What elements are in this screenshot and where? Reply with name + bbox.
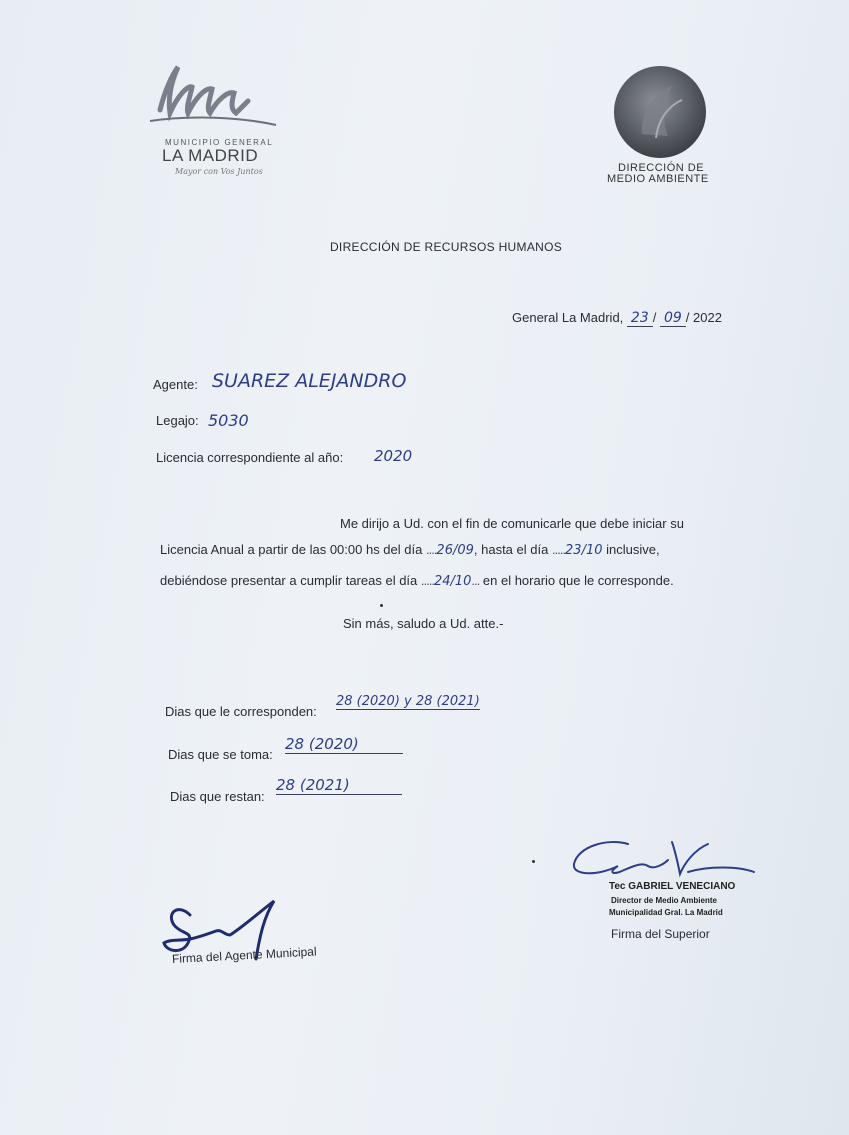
seal-caption-line1: DIRECCIÓN DE (618, 162, 705, 174)
days-taken-value: 28 (2020) (285, 735, 403, 754)
legajo-label: Legajo: (156, 413, 199, 428)
superior-organization: Municipalidad Gral. La Madrid (609, 908, 723, 917)
p2-text-b: , hasta el día (473, 542, 549, 557)
days-remaining-label: Dias que restan: (170, 789, 265, 804)
start-date: 26/09 (436, 543, 474, 558)
licencia-value: 2020 (374, 447, 413, 465)
logo-slogan: Mayor con Vos Juntos (175, 167, 263, 176)
p2-text-c: inclusive, (606, 542, 660, 557)
agent-label: Agente: (153, 377, 198, 392)
licencia-label: Licencia correspondiente al año: (156, 450, 344, 465)
days-due-label: Dias que le corresponden: (165, 704, 317, 719)
superior-name: Tec GABRIEL VENECIANO (609, 881, 736, 892)
p3-text-a: debiéndose presentar a cumplir tareas el día (160, 573, 418, 588)
days-due-value: 28 (2020) y 28 (2021) (336, 694, 480, 709)
legajo-value: 5030 (208, 411, 249, 430)
p2-text-a: Licencia Anual a partir de las 00:00 hs del día (160, 542, 423, 557)
agent-signature-label: Firma del Agente Municipal (171, 944, 317, 966)
seal-caption-line2: MEDIO AMBIENTE (607, 173, 709, 185)
superior-signature (568, 836, 758, 886)
date-day: 23 (627, 310, 653, 327)
environment-seal (612, 64, 708, 160)
body-paragraph-1: Me dirijo a Ud. con el fin de comunicarle que debe iniciar su (340, 516, 684, 531)
date-place-label: General La Madrid, (512, 310, 624, 325)
department-title: DIRECCIÓN DE RECURSOS HUMANOS (329, 240, 563, 254)
superior-signature-label: Firma del Superior (611, 927, 710, 941)
end-date: 23/10 (565, 543, 603, 558)
date-line: General La Madrid, 23 / 09 / 2022 (512, 310, 722, 326)
logo-caption-top: MUNICIPIO GENERAL (165, 138, 274, 147)
date-year: 2022 (693, 310, 722, 325)
agent-name-value: SUAREZ ALEJANDRO (212, 370, 407, 392)
return-date: 24/10 (433, 574, 472, 589)
p3-text-b: en el horario que le corresponde. (482, 573, 674, 588)
days-remaining-value: 28 (2021) (276, 776, 402, 795)
body-paragraph-2: Licencia Anual a partir de las 00:00 hs del día ....26/09, hasta el día .....23/10 inclusive, (160, 542, 660, 558)
superior-title: Director de Medio Ambiente (611, 896, 717, 905)
date-month: 09 (660, 310, 686, 327)
body-paragraph-3: debiéndose presentar a cumplir tareas el día .....24/10... en el horario que le corresponde. (160, 573, 674, 589)
logo-caption-main: LA MADRID (162, 146, 259, 165)
closing-line: Sin más, saludo a Ud. atte.- (343, 616, 504, 631)
days-taken-label: Dias que se toma: (168, 747, 273, 762)
